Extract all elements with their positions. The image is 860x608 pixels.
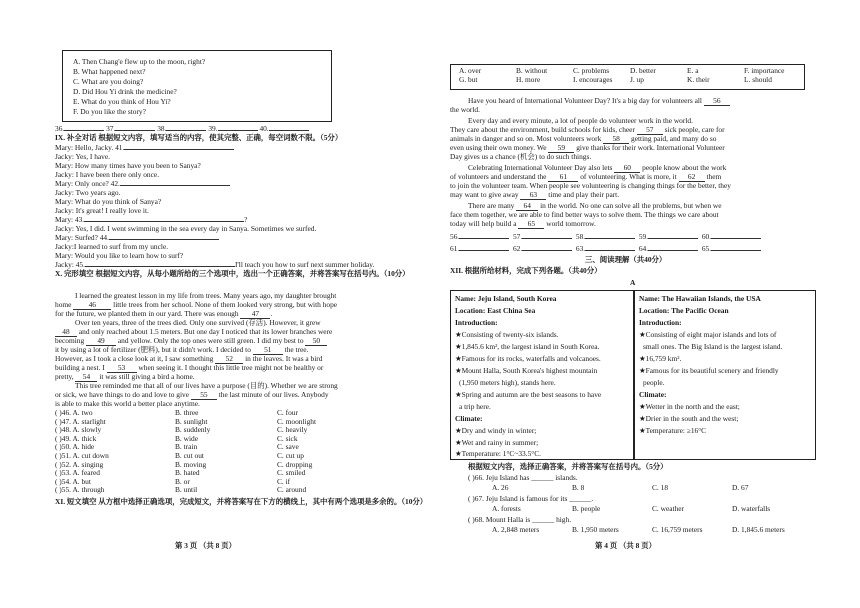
section-9-title: IX. 补全对话 根据短文内容，填写适当的内容，使其完整、正确，每空词数不限。（5分） — [55, 133, 343, 142]
option-b: B. What happened next? — [73, 67, 146, 76]
cloze-option: C. smiled — [277, 468, 306, 478]
option-e: E. What do you think of Hou Yi? — [73, 97, 171, 106]
passage-letter: A — [630, 278, 636, 287]
cloze-option-row — [55, 486, 377, 495]
cloze-option: B. moving — [175, 459, 207, 469]
ans-40: 40. — [259, 124, 269, 133]
jeju-name: Name: Jeju Island, South Korea — [455, 294, 557, 303]
ans-37: 37. — [106, 124, 116, 133]
cloze-option: ( )53. A. feared — [55, 468, 100, 478]
cloze-option: C. around — [277, 485, 307, 495]
page-footer-3: 第 3 页 （共 8 页） — [175, 541, 236, 550]
word-box — [450, 64, 805, 90]
word-box-option: E. a — [687, 66, 699, 75]
page-footer-4: 第 4 页 （共 8 页） — [595, 541, 656, 550]
dialog-line-6: Jacky: Two years ago. — [55, 188, 121, 197]
cloze-option: B. hated — [175, 468, 200, 478]
question-67-d: D. waterfalls — [732, 504, 771, 513]
dialog-line-12: Jacky:I learned to surf from my uncle. — [55, 242, 169, 251]
cloze-option: ( )49. A. thick — [55, 433, 97, 443]
passage-line-4: They care about the environment, build schools for kids, cheer 57 sick people, care for — [450, 125, 725, 134]
passage-line-2: the world. — [450, 105, 480, 114]
page-4 — [430, 0, 860, 608]
dialog-line-5: Mary: Only once? 42. — [55, 179, 230, 188]
cloze-option: ( )54. A. but — [55, 476, 91, 486]
cloze-option: B. three — [175, 408, 199, 417]
answer-line-36-40 — [55, 124, 309, 133]
jeju-card — [450, 290, 634, 460]
question-67: ( )67. Jeju Island is famous for its ______. — [468, 494, 594, 503]
cloze-option: C. four — [277, 408, 298, 417]
cloze-option: C. moonlight — [277, 416, 317, 426]
option-a: A. Then Chang'e flew up to the moon, right? — [73, 57, 206, 66]
cloze-option: ( )50. A. hide — [55, 442, 95, 452]
passage-line-14: today will help build a 65 world tomorrow. — [450, 219, 596, 228]
cloze-option-row — [55, 469, 377, 478]
cloze-line-8: However, as I took a close look at it, I saw something 52 in the leaves. It was a bird — [55, 354, 323, 363]
word-box-option: C. problems — [573, 66, 610, 75]
question-67-c: C. weather — [652, 504, 685, 513]
cloze-option: C. heavily — [277, 425, 308, 435]
cloze-line-6: becoming 49 and yellow. Only the top ones were still green. I did my best to 50 — [55, 336, 327, 346]
hawaii-climate-1: ★Wetter in the north and the east; — [639, 402, 740, 411]
ans-39: 39. — [208, 124, 218, 133]
jeju-intro-3: ★Famous for its rocks, waterfalls and volcanoes. — [455, 354, 601, 363]
hawaii-intro-1: ★Consisting of eight major islands and lots of — [639, 330, 777, 339]
passage-line-13: face them together, we are able to find better ways to solve them. The things we care about — [450, 210, 719, 219]
jeju-location: Location: East China Sea — [455, 306, 536, 315]
option-c: C. What are you doing? — [73, 77, 144, 86]
word-box-option: H. more — [516, 74, 541, 84]
word-box-option: L. should — [744, 74, 772, 84]
ans-36: 36. — [55, 124, 65, 133]
dialog-line-3: Mary: How many times have you been to Sanya? — [55, 161, 201, 170]
cloze-option: ( )46. A. two — [55, 408, 93, 417]
cloze-line-3: for the future, we planted them in our yard. There was enough 47 . — [55, 309, 273, 318]
cloze-line-2: home 46 little trees from her school. None of them looked very strong, but with hope — [55, 300, 338, 309]
question-68: ( )68. Mount Halla is ______ high. — [468, 515, 572, 524]
dialog-options-box — [62, 50, 332, 122]
question-68-a: A. 2,848 meters — [492, 525, 540, 534]
passage-line-10: to join the volunteer team. When people see volunteering is changing things for the better, they — [450, 181, 731, 190]
cloze-line-13: is able to make this world a better place anytime. — [55, 399, 200, 408]
jeju-climate-3: ★Temperature: 1°C~33.5°C. — [455, 449, 542, 458]
dialog-line-13: Mary: Would you like to learn how to surf? — [55, 251, 184, 260]
cloze-option-row — [55, 435, 377, 444]
cloze-line-10: pretty, 54 it was still giving a bird a home. — [55, 372, 195, 381]
cloze-option: C. cut up — [277, 450, 304, 460]
dialog-line-7: Mary: What do you think of Sanya? — [55, 197, 162, 206]
cloze-option: ( )51. A. cut down — [55, 450, 109, 460]
section-12-title: XII. 根据所给材料，完成下列各题。（共40分） — [450, 266, 602, 275]
dialog-line-4: Jacky: I have been there only once. — [55, 170, 160, 179]
passage-line-11: may want to give away 63 time and play their part. — [450, 190, 620, 199]
question-67-a: A. forests — [492, 504, 521, 513]
passage-line-3: Every day and every minute, a lot of people do volunteer work in the world. — [468, 116, 693, 125]
cloze-option-row — [55, 461, 377, 470]
dialog-line-11: Mary: Surfed? 44. — [55, 233, 219, 242]
word-box-row — [459, 76, 801, 85]
question-68-b: B. 1,950 meters — [572, 525, 619, 534]
word-box-option: I. encourages — [573, 74, 613, 84]
cloze-option: C. save — [277, 442, 299, 452]
passage-line-6: even using their own money. We 59 give thanks for their work. International Volunteer — [450, 143, 725, 152]
question-66-c: C. 18 — [652, 483, 669, 492]
dialog-line-2: Jacky: Yes, I have. — [55, 152, 111, 161]
jeju-intro-5: (1,950 meters high), stands here. — [459, 378, 556, 387]
passage-line-12: There are many 64 in the world. No one can solve all the problems, but when we — [468, 201, 722, 210]
section-10-title: X. 完形填空 根据短文内容，从每小题所给的三个选项中，选出一个正确答案，并将答案写在括号内。（10分） — [55, 269, 410, 278]
jeju-climate-label: Climate: — [455, 414, 483, 423]
cloze-option: B. until — [175, 485, 198, 495]
dialog-line-10: Jacky: Yes, I did. I went swimming in the sea every day in Sanya. Sometimes we surfed. — [55, 224, 317, 233]
question-66-a: A. 26 — [492, 483, 509, 492]
jeju-intro-label: Introduction: — [455, 318, 498, 327]
cloze-option: B. or — [175, 476, 190, 486]
cloze-line-12: or sick, we have things to do and love to give 55 the last minute of our lives. Anybody — [55, 390, 329, 399]
section-11-title: XI. 短文填空 从方框中选择正确选项，完成短文，并将答案写在下方的横线上，其中有两个选项是多余的。（10分） — [55, 497, 428, 506]
dialog-line-14: Jacky: 45. I'll teach you how to surf next summer holiday. — [55, 260, 375, 269]
answer-line-56-60: 56. 57. 58. 59. 60. — [450, 232, 761, 241]
question-66-b: B. 8 — [572, 483, 585, 492]
jeju-intro-2: ★1,845.6 km², the largest island in South Korea. — [455, 342, 600, 351]
part-3-title: 三、阅读理解（共40分） — [585, 255, 667, 264]
word-box-option: D. better — [630, 66, 656, 75]
cloze-line-1: I learned the greatest lesson in my life from trees. Many years ago, my daughter brought — [75, 291, 337, 300]
cloze-option: ( )52. A. singing — [55, 459, 104, 469]
passage-line-9: of volunteers and understand the 61 of volunteering. What is more, it 62 them — [450, 172, 722, 181]
question-68-c: C. 16,759 meters — [652, 525, 703, 534]
cloze-option-row — [55, 452, 377, 461]
hawaii-name: Name: The Hawaiian Islands, the USA — [639, 294, 761, 303]
hawaii-intro-5: people. — [643, 378, 665, 387]
question-68-d: D. 1,845.6 meters — [732, 525, 785, 534]
option-f: F. Do you like the story? — [73, 107, 146, 116]
jeju-intro-7: a trip here. — [459, 402, 491, 411]
cloze-line-9: building a nest. I 53 when seeing it. I thought this little tree might not be healthy or — [55, 363, 324, 372]
ans-38: 38. — [157, 124, 167, 133]
questions-title: 根据短文内容，选择正确答案，并将答案写在括号内。（5分） — [468, 462, 668, 471]
cloze-line-7: it by using a lot of fertilizer (肥料), but it didn't work. I decided to 51 the tree. — [55, 345, 309, 354]
cloze-option-row — [55, 426, 377, 435]
passage-line-8: Celebrating International Volunteer Day also lets 60 people know about the work — [468, 163, 727, 172]
hawaii-intro-2: small ones. The Big Island is the largest island. — [643, 342, 783, 351]
cloze-option: C. dropping — [277, 459, 313, 469]
jeju-intro-4: ★Mount Halla, South Korea's highest mountain — [455, 366, 598, 375]
cloze-option: ( )55. A. through — [55, 485, 105, 495]
question-67-b: B. people — [572, 504, 601, 513]
cloze-option: C. sick — [277, 433, 298, 443]
option-d: D. Did Hou Yi drink the medicine? — [73, 87, 177, 96]
dialog-line-1: Mary: Hello, Jacky. 41. — [55, 143, 234, 152]
cloze-line-4: Over ten years, three of the trees died. Only one survived (存活). However, it grew — [75, 318, 321, 327]
word-box-option: A. over — [459, 66, 482, 75]
passage-line-5: animals in danger and so on. Most volunteers work 58 getting paid, and many do so — [450, 134, 717, 143]
cloze-option: ( )47. A. starlight — [55, 416, 106, 426]
cloze-option: B. suddenly — [175, 425, 211, 435]
cloze-option: C. if — [277, 476, 291, 486]
hawaii-card — [634, 290, 816, 460]
hawaii-intro-3: ★16,759 km². — [639, 354, 682, 363]
cloze-line-11: This tree reminded me that all of our lives have a purpose (目的). Whether we are strong — [75, 381, 338, 390]
cloze-option: B. cut out — [175, 450, 204, 460]
cloze-option-row — [55, 418, 377, 427]
hawaii-climate-label: Climate: — [639, 390, 667, 399]
jeju-climate-2: ★Wet and rainy in summer; — [455, 438, 539, 447]
hawaii-intro-label: Introduction: — [639, 318, 682, 327]
word-box-option: F. importance — [744, 66, 785, 75]
passage-line-7: Day gives us a chance (机会) to do such things. — [450, 152, 592, 161]
word-box-option: B. without — [516, 66, 548, 75]
question-66-d: D. 67 — [732, 483, 749, 492]
cloze-option: B. train — [175, 442, 198, 452]
jeju-intro-1: ★Consisting of twenty-six islands. — [455, 330, 559, 339]
word-box-option: K. their — [687, 74, 710, 84]
hawaii-climate-3: ★Temperature: ≥16°C — [639, 426, 707, 435]
question-66: ( )66. Jeju Island has ______ islands. — [468, 473, 578, 482]
word-box-option: J. up — [630, 74, 644, 84]
passage-line-1: Have you heard of International Volunteer Day? It's a big day for volunteers all 56 — [468, 96, 730, 106]
cloze-option: B. wide — [175, 433, 198, 443]
cloze-option: B. sunlight — [175, 416, 208, 426]
jeju-intro-6: ★Spring and autumn are the best seasons to have — [455, 390, 602, 399]
cloze-line-5: 48 and only reached about 1.5 meters. But one day I noticed that its lower branches were — [55, 327, 332, 337]
word-box-option: G. but — [459, 74, 478, 84]
hawaii-intro-4: ★Famous for its beautiful scenery and friendly — [639, 366, 779, 375]
dialog-line-8: Jacky: It's great! I really love it. — [55, 206, 149, 215]
word-box-table — [459, 67, 801, 84]
dialog-line-9: Mary: 43. ? — [55, 215, 248, 224]
jeju-climate-1: ★Dry and windy in winter; — [455, 426, 537, 435]
cloze-option: ( )48. A. slowly — [55, 425, 102, 435]
hawaii-location: Location: The Pacific Ocean — [639, 306, 729, 315]
answer-line-61-65: 61. 62. 63. 64. 65. — [450, 244, 761, 253]
hawaii-climate-2: ★Drier in the south and the west; — [639, 414, 739, 423]
cloze-options-table — [55, 409, 377, 495]
